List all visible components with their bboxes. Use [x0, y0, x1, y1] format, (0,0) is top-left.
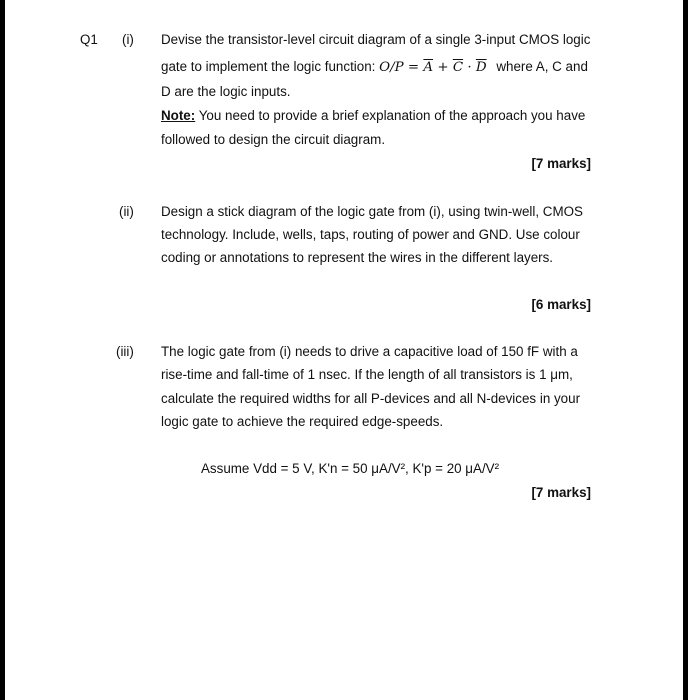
document-page [5, 0, 683, 700]
part-i-line-2-prefix: gate to implement the logic function: [161, 59, 376, 74]
part-i-line-1: Devise the transistor-level circuit diagram of a single 3-input CMOS logic [161, 32, 591, 47]
part-iii-label: (iii) [116, 344, 134, 359]
part-ii-line-2: technology. Include, wells, taps, routing of power and GND. Use colour [161, 227, 580, 242]
part-i-line-5: followed to design the circuit diagram. [161, 132, 386, 147]
part-iii-line-4: logic gate to achieve the required edge-speeds. [161, 414, 444, 429]
part-ii-line-3: coding or annotations to represent the wires in the different layers. [161, 250, 554, 265]
formula-dot: · [467, 60, 472, 75]
part-ii-line-1: Design a stick diagram of the logic gate from (i), using twin-well, CMOS [161, 204, 583, 219]
formula-a-bar: $\overline{A}$ [423, 60, 434, 75]
part-iii-line-3: calculate the required widths for all P-devices and all N-devices in your [161, 391, 581, 406]
part-iii-line-1: The logic gate from (i) needs to drive a capacitive load of 150 fF with a [161, 344, 578, 359]
note-text: You need to provide a brief explanation of the approach you have [195, 108, 586, 123]
part-iii-marks: [7 marks] [531, 485, 591, 500]
note-label: Note: [161, 108, 196, 123]
part-i-line-2 [161, 59, 588, 76]
part-iii-assumption: Assume Vdd = 5 V, K'n = 50 μA/V², K'p = 20 μA/V² [201, 461, 500, 476]
formula-plus: + [437, 60, 449, 75]
part-i-marks: [7 marks] [531, 156, 591, 171]
question-number: Q1 [80, 32, 98, 47]
part-i-note [161, 108, 585, 124]
part-i-line-2-suffix: where A, C and [496, 59, 588, 74]
part-i-label: (i) [122, 32, 134, 47]
part-i-line-3: D are the logic inputs. [161, 84, 291, 99]
formula-d-bar: $\overline{D}$ [475, 60, 487, 75]
formula-equals: = [407, 60, 420, 75]
logic-formula [379, 60, 487, 75]
part-ii-marks: [6 marks] [531, 297, 591, 312]
part-ii-label: (ii) [119, 204, 134, 219]
formula-output: O/P [379, 60, 404, 75]
formula-c-bar: $\overline{C}$ [452, 60, 464, 75]
part-iii-line-2: rise-time and fall-time of 1 nsec. If the length of all transistors is 1 μm, [161, 367, 573, 382]
